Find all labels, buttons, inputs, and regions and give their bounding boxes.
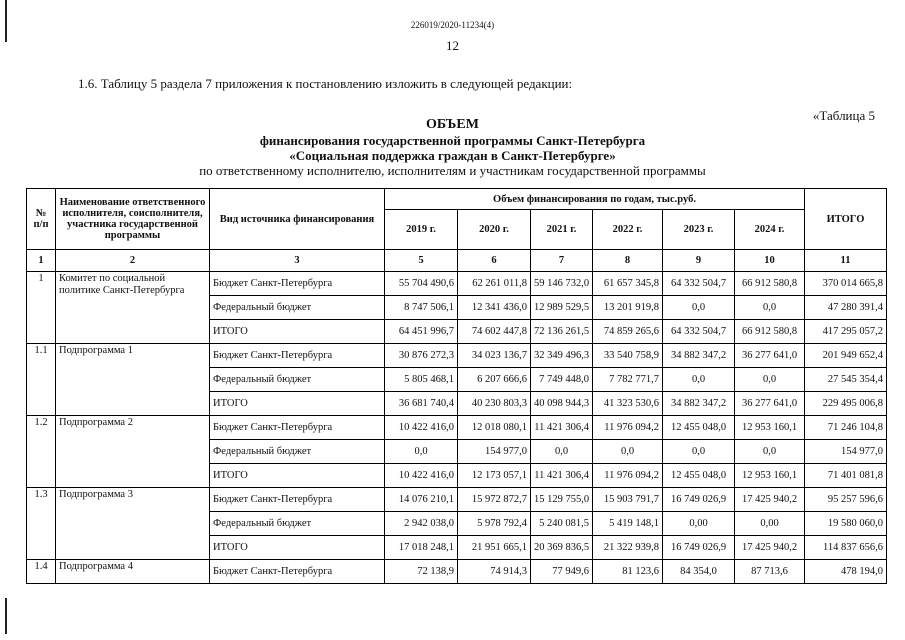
year-value: 40 230 803,3 bbox=[458, 392, 531, 416]
table-row bbox=[27, 488, 887, 512]
total-value: 229 495 006,8 bbox=[805, 392, 887, 416]
year-value: 14 076 210,1 bbox=[385, 488, 458, 512]
year-value: 66 912 580,8 bbox=[735, 272, 805, 296]
table-title-block bbox=[0, 117, 905, 179]
year-value: 74 602 447,8 bbox=[458, 320, 531, 344]
total-value: 19 580 060,0 bbox=[805, 512, 887, 536]
total-value: 478 194,0 bbox=[805, 560, 887, 584]
year-value: 16 749 026,9 bbox=[663, 536, 735, 560]
year-value: 66 912 580,8 bbox=[735, 320, 805, 344]
participant-name: Подпрограмма 2 bbox=[56, 416, 210, 488]
funding-source: Федеральный бюджет bbox=[210, 440, 385, 464]
year-value: 84 354,0 bbox=[663, 560, 735, 584]
year-value: 15 129 755,0 bbox=[531, 488, 593, 512]
year-value: 74 914,3 bbox=[458, 560, 531, 584]
header-year: 2019 г. bbox=[385, 210, 458, 250]
column-number: 8 bbox=[593, 250, 663, 272]
year-value: 0,0 bbox=[663, 368, 735, 392]
year-value: 81 123,6 bbox=[593, 560, 663, 584]
year-value: 7 782 771,7 bbox=[593, 368, 663, 392]
title-program: «Социальная поддержка граждан в Санкт-Петербурге» bbox=[289, 148, 616, 163]
table-row bbox=[27, 344, 887, 368]
year-value: 5 240 081,5 bbox=[531, 512, 593, 536]
year-value: 12 953 160,1 bbox=[735, 416, 805, 440]
row-number: 1.1 bbox=[27, 344, 56, 416]
funding-source: Федеральный бюджет bbox=[210, 368, 385, 392]
header-name: Наименование ответственного исполнителя, соисполнителя, участника государственной программы bbox=[56, 189, 210, 250]
margin-line-bottom bbox=[5, 598, 7, 634]
participant-name: Подпрограмма 4 bbox=[56, 560, 210, 584]
year-value: 21 951 665,1 bbox=[458, 536, 531, 560]
header-year: 2020 г. bbox=[458, 210, 531, 250]
year-value: 154 977,0 bbox=[458, 440, 531, 464]
year-value: 7 749 448,0 bbox=[531, 368, 593, 392]
year-value: 11 421 306,4 bbox=[531, 464, 593, 488]
year-value: 77 949,6 bbox=[531, 560, 593, 584]
year-value: 0,0 bbox=[593, 440, 663, 464]
header-number: № п/п bbox=[27, 189, 56, 250]
column-number: 1 bbox=[27, 250, 56, 272]
document-number: 226019/2020-11234(4) bbox=[410, 20, 495, 30]
year-value: 5 805 468,1 bbox=[385, 368, 458, 392]
column-number: 3 bbox=[210, 250, 385, 272]
header-year: 2022 г. bbox=[593, 210, 663, 250]
year-value: 36 681 740,4 bbox=[385, 392, 458, 416]
row-number: 1.4 bbox=[27, 560, 56, 584]
total-value: 27 545 354,4 bbox=[805, 368, 887, 392]
year-value: 6 207 666,6 bbox=[458, 368, 531, 392]
table-row bbox=[27, 560, 887, 584]
year-value: 33 540 758,9 bbox=[593, 344, 663, 368]
funding-source: Бюджет Санкт-Петербурга bbox=[210, 272, 385, 296]
funding-source: Бюджет Санкт-Петербурга bbox=[210, 488, 385, 512]
year-value: 55 704 490,6 bbox=[385, 272, 458, 296]
header-years-group: Объем финансирования по годам, тыс.руб. bbox=[385, 189, 805, 210]
year-value: 15 903 791,7 bbox=[593, 488, 663, 512]
column-number: 10 bbox=[735, 250, 805, 272]
total-value: 370 014 665,8 bbox=[805, 272, 887, 296]
participant-name: Подпрограмма 3 bbox=[56, 488, 210, 560]
year-value: 13 201 919,8 bbox=[593, 296, 663, 320]
row-number: 1.2 bbox=[27, 416, 56, 488]
year-value: 32 349 496,3 bbox=[531, 344, 593, 368]
column-number: 11 bbox=[805, 250, 887, 272]
year-value: 34 882 347,2 bbox=[663, 392, 735, 416]
year-value: 40 098 944,3 bbox=[531, 392, 593, 416]
year-value: 36 277 641,0 bbox=[735, 344, 805, 368]
column-number: 5 bbox=[385, 250, 458, 272]
total-value: 114 837 656,6 bbox=[805, 536, 887, 560]
total-value: 154 977,0 bbox=[805, 440, 887, 464]
title-subtitle: по ответственному исполнителю, исполнителям и участникам государственной программы bbox=[199, 163, 706, 178]
year-value: 11 976 094,2 bbox=[593, 464, 663, 488]
title-financing: финансирования государственной программы Санкт-Петербурга bbox=[259, 133, 646, 148]
header-year: 2021 г. bbox=[531, 210, 593, 250]
financing-table bbox=[26, 188, 887, 584]
year-value: 12 953 160,1 bbox=[735, 464, 805, 488]
column-number: 9 bbox=[663, 250, 735, 272]
funding-source: ИТОГО bbox=[210, 320, 385, 344]
row-number: 1.3 bbox=[27, 488, 56, 560]
year-value: 0,00 bbox=[663, 512, 735, 536]
year-value: 12 341 436,0 bbox=[458, 296, 531, 320]
total-value: 95 257 596,6 bbox=[805, 488, 887, 512]
table-reference: «Таблица 5 bbox=[812, 108, 875, 123]
header-year: 2024 г. bbox=[735, 210, 805, 250]
total-value: 417 295 057,2 bbox=[805, 320, 887, 344]
year-value: 11 976 094,2 bbox=[593, 416, 663, 440]
year-value: 36 277 641,0 bbox=[735, 392, 805, 416]
year-value: 41 323 530,6 bbox=[593, 392, 663, 416]
funding-source: Бюджет Санкт-Петербурга bbox=[210, 560, 385, 584]
year-value: 0,0 bbox=[663, 440, 735, 464]
year-value: 17 425 940,2 bbox=[735, 488, 805, 512]
year-value: 12 455 048,0 bbox=[663, 416, 735, 440]
table-row bbox=[27, 272, 887, 296]
funding-source: ИТОГО bbox=[210, 536, 385, 560]
year-value: 10 422 416,0 bbox=[385, 464, 458, 488]
year-value: 62 261 011,8 bbox=[458, 272, 531, 296]
column-number: 2 bbox=[56, 250, 210, 272]
header-source: Вид источника финансирования bbox=[210, 189, 385, 250]
year-value: 30 876 272,3 bbox=[385, 344, 458, 368]
table-body bbox=[27, 272, 887, 584]
participant-name: Подпрограмма 1 bbox=[56, 344, 210, 416]
total-value: 71 246 104,8 bbox=[805, 416, 887, 440]
year-value: 64 332 504,7 bbox=[663, 272, 735, 296]
participant-name: Комитет по социальной политике Санкт-Петербурга bbox=[56, 272, 210, 344]
year-value: 34 023 136,7 bbox=[458, 344, 531, 368]
year-value: 10 422 416,0 bbox=[385, 416, 458, 440]
year-value: 87 713,6 bbox=[735, 560, 805, 584]
year-value: 15 972 872,7 bbox=[458, 488, 531, 512]
year-value: 11 421 306,4 bbox=[531, 416, 593, 440]
year-value: 17 018 248,1 bbox=[385, 536, 458, 560]
year-value: 74 859 265,6 bbox=[593, 320, 663, 344]
column-number: 6 bbox=[458, 250, 531, 272]
instruction-text: 1.6. Таблицу 5 раздела 7 приложения к постановлению изложить в следующей редакции: bbox=[78, 76, 573, 91]
total-value: 71 401 081,8 bbox=[805, 464, 887, 488]
total-value: 201 949 652,4 bbox=[805, 344, 887, 368]
year-value: 61 657 345,8 bbox=[593, 272, 663, 296]
year-value: 12 989 529,5 bbox=[531, 296, 593, 320]
year-value: 5 978 792,4 bbox=[458, 512, 531, 536]
page-number: 12 bbox=[446, 38, 459, 53]
year-value: 64 451 996,7 bbox=[385, 320, 458, 344]
year-value: 0,0 bbox=[663, 296, 735, 320]
year-value: 0,0 bbox=[385, 440, 458, 464]
header-total: ИТОГО bbox=[805, 189, 887, 250]
year-value: 0,0 bbox=[735, 368, 805, 392]
funding-source: Бюджет Санкт-Петербурга bbox=[210, 344, 385, 368]
year-value: 0,00 bbox=[735, 512, 805, 536]
header-year: 2023 г. bbox=[663, 210, 735, 250]
table-row bbox=[27, 416, 887, 440]
column-number: 7 bbox=[531, 250, 593, 272]
year-value: 12 018 080,1 bbox=[458, 416, 531, 440]
funding-source: ИТОГО bbox=[210, 464, 385, 488]
row-number: 1 bbox=[27, 272, 56, 344]
funding-source: ИТОГО bbox=[210, 392, 385, 416]
year-value: 17 425 940,2 bbox=[735, 536, 805, 560]
year-value: 5 419 148,1 bbox=[593, 512, 663, 536]
funding-source: Бюджет Санкт-Петербурга bbox=[210, 416, 385, 440]
year-value: 0,0 bbox=[531, 440, 593, 464]
year-value: 2 942 038,0 bbox=[385, 512, 458, 536]
total-value: 47 280 391,4 bbox=[805, 296, 887, 320]
year-value: 64 332 504,7 bbox=[663, 320, 735, 344]
year-value: 0,0 bbox=[735, 440, 805, 464]
year-value: 16 749 026,9 bbox=[663, 488, 735, 512]
year-value: 12 173 057,1 bbox=[458, 464, 531, 488]
year-value: 72 138,9 bbox=[385, 560, 458, 584]
year-value: 0,0 bbox=[735, 296, 805, 320]
year-value: 59 146 732,0 bbox=[531, 272, 593, 296]
funding-source: Федеральный бюджет bbox=[210, 296, 385, 320]
title-volume: ОБЪЕМ bbox=[426, 117, 479, 132]
year-value: 8 747 506,1 bbox=[385, 296, 458, 320]
funding-source: Федеральный бюджет bbox=[210, 512, 385, 536]
year-value: 34 882 347,2 bbox=[663, 344, 735, 368]
year-value: 21 322 939,8 bbox=[593, 536, 663, 560]
year-value: 20 369 836,5 bbox=[531, 536, 593, 560]
year-value: 72 136 261,5 bbox=[531, 320, 593, 344]
year-value: 12 455 048,0 bbox=[663, 464, 735, 488]
